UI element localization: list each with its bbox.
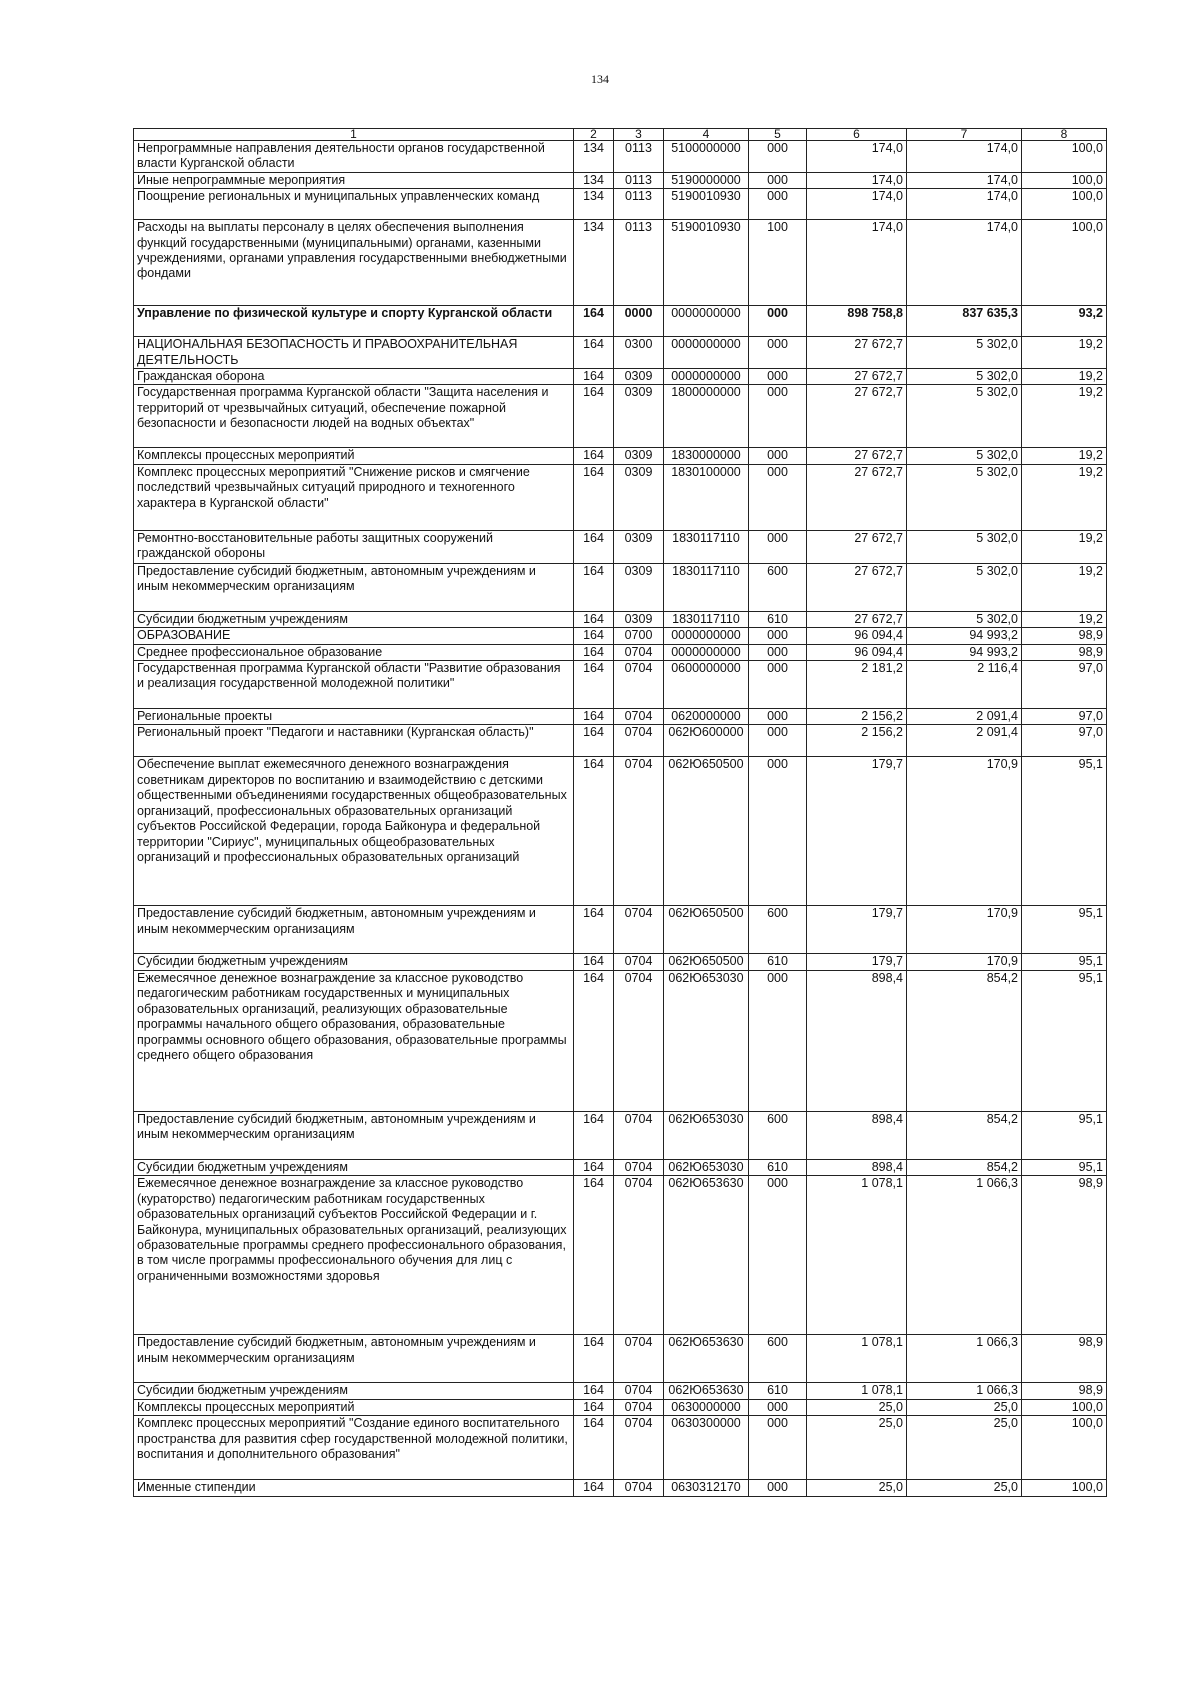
table-row xyxy=(134,1383,1107,1399)
column-header: 4 xyxy=(664,129,749,141)
table-row xyxy=(134,563,1107,611)
cell-expense-type: 000 xyxy=(749,709,807,725)
row-name: Субсидии бюджетным учреждениям xyxy=(134,1383,574,1399)
cell-section: 0704 xyxy=(614,1176,664,1335)
cell-percent: 95,1 xyxy=(1022,1159,1107,1175)
cell-executed: 854,2 xyxy=(907,1111,1022,1159)
table-row xyxy=(134,369,1107,385)
cell-target-article: 0600000000 xyxy=(664,661,749,709)
cell-expense-type: 610 xyxy=(749,1383,807,1399)
cell-expense-type: 100 xyxy=(749,220,807,306)
page-number: 134 xyxy=(591,72,609,86)
table-row xyxy=(134,1416,1107,1480)
cell-planned: 25,0 xyxy=(807,1480,907,1496)
cell-grbs: 164 xyxy=(574,954,614,970)
cell-planned: 27 672,7 xyxy=(807,530,907,563)
cell-expense-type: 000 xyxy=(749,1399,807,1415)
cell-target-article: 1830100000 xyxy=(664,464,749,530)
cell-percent: 98,9 xyxy=(1022,1176,1107,1335)
cell-percent: 98,9 xyxy=(1022,628,1107,644)
cell-planned: 898,4 xyxy=(807,970,907,1111)
cell-grbs: 164 xyxy=(574,628,614,644)
cell-target-article: 0000000000 xyxy=(664,306,749,337)
cell-expense-type: 000 xyxy=(749,172,807,188)
cell-executed: 5 302,0 xyxy=(907,611,1022,627)
cell-grbs: 164 xyxy=(574,385,614,448)
cell-planned: 179,7 xyxy=(807,906,907,954)
cell-percent: 93,2 xyxy=(1022,306,1107,337)
cell-planned: 27 672,7 xyxy=(807,369,907,385)
cell-percent: 19,2 xyxy=(1022,448,1107,464)
table-row xyxy=(134,954,1107,970)
row-name: Комплекс процессных мероприятий "Снижение рисков и смягчение последствий чрезвычайных ситуаций природного и техногенного характера в Курганской области" xyxy=(134,464,574,530)
cell-percent: 95,1 xyxy=(1022,906,1107,954)
cell-section: 0113 xyxy=(614,220,664,306)
cell-percent: 19,2 xyxy=(1022,369,1107,385)
cell-percent: 98,9 xyxy=(1022,1383,1107,1399)
cell-section: 0113 xyxy=(614,141,664,173)
row-name: Ежемесячное денежное вознаграждение за классное руководство педагогическим работникам государственных и муниципальных образовательных организаций, реализующих образовательные программы начального общего образования, образовательные программы основного общего образования, образовательные программы среднего общего образования xyxy=(134,970,574,1111)
cell-executed: 174,0 xyxy=(907,189,1022,220)
table-row xyxy=(134,628,1107,644)
cell-target-article: 0000000000 xyxy=(664,644,749,660)
cell-planned: 25,0 xyxy=(807,1399,907,1415)
table-row xyxy=(134,644,1107,660)
table-row xyxy=(134,189,1107,220)
cell-expense-type: 000 xyxy=(749,628,807,644)
cell-executed: 5 302,0 xyxy=(907,337,1022,369)
cell-grbs: 164 xyxy=(574,1335,614,1383)
cell-percent: 100,0 xyxy=(1022,1480,1107,1496)
cell-grbs: 134 xyxy=(574,172,614,188)
cell-percent: 19,2 xyxy=(1022,611,1107,627)
table-row xyxy=(134,757,1107,906)
table-row xyxy=(134,1111,1107,1159)
column-number-header-row xyxy=(134,129,1107,141)
table-row xyxy=(134,141,1107,173)
cell-percent: 19,2 xyxy=(1022,563,1107,611)
row-name: Расходы на выплаты персоналу в целях обеспечения выполнения функций государственными (муниципальными) органами, казенными учреждениями, органами управления государственными внебюджетными фондами xyxy=(134,220,574,306)
row-name: Комплекс процессных мероприятий "Создание единого воспитательного пространства для развития сфер государственной молодежной политики, воспитания и дополнительного образования" xyxy=(134,1416,574,1480)
cell-target-article: 062Ю650500 xyxy=(664,757,749,906)
cell-percent: 19,2 xyxy=(1022,337,1107,369)
cell-percent: 19,2 xyxy=(1022,464,1107,530)
cell-expense-type: 000 xyxy=(749,1480,807,1496)
table-row xyxy=(134,970,1107,1111)
table-row xyxy=(134,337,1107,369)
cell-target-article: 062Ю600000 xyxy=(664,725,749,757)
table-row xyxy=(134,1480,1107,1496)
cell-planned: 1 078,1 xyxy=(807,1383,907,1399)
cell-expense-type: 000 xyxy=(749,970,807,1111)
cell-expense-type: 000 xyxy=(749,306,807,337)
cell-target-article: 062Ю653630 xyxy=(664,1335,749,1383)
cell-target-article: 062Ю653630 xyxy=(664,1176,749,1335)
cell-planned: 174,0 xyxy=(807,220,907,306)
cell-executed: 1 066,3 xyxy=(907,1335,1022,1383)
cell-expense-type: 000 xyxy=(749,141,807,173)
cell-section: 0704 xyxy=(614,661,664,709)
cell-executed: 174,0 xyxy=(907,172,1022,188)
cell-section: 0300 xyxy=(614,337,664,369)
cell-grbs: 164 xyxy=(574,970,614,1111)
cell-grbs: 164 xyxy=(574,709,614,725)
cell-planned: 27 672,7 xyxy=(807,611,907,627)
table-row xyxy=(134,709,1107,725)
cell-executed: 170,9 xyxy=(907,954,1022,970)
cell-section: 0704 xyxy=(614,725,664,757)
cell-percent: 97,0 xyxy=(1022,709,1107,725)
cell-expense-type: 000 xyxy=(749,464,807,530)
cell-executed: 837 635,3 xyxy=(907,306,1022,337)
cell-grbs: 164 xyxy=(574,1399,614,1415)
cell-section: 0700 xyxy=(614,628,664,644)
cell-planned: 27 672,7 xyxy=(807,563,907,611)
row-name: Именные стипендии xyxy=(134,1480,574,1496)
row-name: Комплексы процессных мероприятий xyxy=(134,1399,574,1415)
cell-percent: 19,2 xyxy=(1022,530,1107,563)
cell-target-article: 5190010930 xyxy=(664,189,749,220)
column-header: 2 xyxy=(574,129,614,141)
cell-planned: 898,4 xyxy=(807,1111,907,1159)
cell-target-article: 0630300000 xyxy=(664,1416,749,1480)
table-row xyxy=(134,1159,1107,1175)
cell-target-article: 0000000000 xyxy=(664,628,749,644)
cell-target-article: 0630312170 xyxy=(664,1480,749,1496)
row-name: Предоставление субсидий бюджетным, автономным учреждениям и иным некоммерческим организациям xyxy=(134,906,574,954)
table-body xyxy=(134,141,1107,1497)
cell-percent: 100,0 xyxy=(1022,1416,1107,1480)
cell-expense-type: 000 xyxy=(749,448,807,464)
table-row xyxy=(134,661,1107,709)
cell-section: 0113 xyxy=(614,189,664,220)
cell-executed: 174,0 xyxy=(907,141,1022,173)
cell-executed: 1 066,3 xyxy=(907,1176,1022,1335)
cell-grbs: 164 xyxy=(574,306,614,337)
cell-section: 0309 xyxy=(614,369,664,385)
cell-section: 0309 xyxy=(614,448,664,464)
cell-section: 0704 xyxy=(614,1383,664,1399)
cell-grbs: 164 xyxy=(574,1383,614,1399)
cell-target-article: 0630000000 xyxy=(664,1399,749,1415)
cell-target-article: 5100000000 xyxy=(664,141,749,173)
cell-percent: 100,0 xyxy=(1022,189,1107,220)
cell-executed: 25,0 xyxy=(907,1416,1022,1480)
cell-grbs: 164 xyxy=(574,644,614,660)
cell-percent: 97,0 xyxy=(1022,725,1107,757)
cell-target-article: 062Ю650500 xyxy=(664,906,749,954)
row-name: Предоставление субсидий бюджетным, автономным учреждениям и иным некоммерческим организациям xyxy=(134,1111,574,1159)
cell-section: 0309 xyxy=(614,611,664,627)
cell-executed: 1 066,3 xyxy=(907,1383,1022,1399)
row-name: Среднее профессиональное образование xyxy=(134,644,574,660)
cell-expense-type: 600 xyxy=(749,563,807,611)
cell-target-article: 062Ю653030 xyxy=(664,1111,749,1159)
cell-planned: 25,0 xyxy=(807,1416,907,1480)
cell-target-article: 0000000000 xyxy=(664,337,749,369)
row-name: Государственная программа Курганской области "Развитие образования и реализация государственной молодежной политики" xyxy=(134,661,574,709)
column-header: 5 xyxy=(749,129,807,141)
cell-executed: 94 993,2 xyxy=(907,644,1022,660)
budget-execution-table xyxy=(133,128,1107,1497)
table-row xyxy=(134,385,1107,448)
cell-section: 0000 xyxy=(614,306,664,337)
cell-percent: 95,1 xyxy=(1022,954,1107,970)
cell-executed: 5 302,0 xyxy=(907,369,1022,385)
cell-section: 0309 xyxy=(614,464,664,530)
cell-section: 0309 xyxy=(614,385,664,448)
column-header: 3 xyxy=(614,129,664,141)
cell-expense-type: 000 xyxy=(749,757,807,906)
cell-grbs: 164 xyxy=(574,563,614,611)
cell-target-article: 062Ю653630 xyxy=(664,1383,749,1399)
cell-target-article: 1830000000 xyxy=(664,448,749,464)
row-name: Региональный проект "Педагоги и наставники (Курганская область)" xyxy=(134,725,574,757)
cell-grbs: 164 xyxy=(574,661,614,709)
row-name: Непрограммные направления деятельности органов государственной власти Курганской области xyxy=(134,141,574,173)
cell-expense-type: 610 xyxy=(749,1159,807,1175)
cell-target-article: 062Ю653030 xyxy=(664,970,749,1111)
cell-executed: 94 993,2 xyxy=(907,628,1022,644)
cell-target-article: 1830117110 xyxy=(664,563,749,611)
cell-percent: 98,9 xyxy=(1022,644,1107,660)
row-name: Предоставление субсидий бюджетным, автономным учреждениям и иным некоммерческим организациям xyxy=(134,1335,574,1383)
cell-grbs: 164 xyxy=(574,906,614,954)
cell-grbs: 164 xyxy=(574,611,614,627)
table-row xyxy=(134,1335,1107,1383)
row-name: Субсидии бюджетным учреждениям xyxy=(134,954,574,970)
row-name: Субсидии бюджетным учреждениям xyxy=(134,1159,574,1175)
cell-grbs: 164 xyxy=(574,725,614,757)
cell-expense-type: 600 xyxy=(749,906,807,954)
cell-grbs: 164 xyxy=(574,448,614,464)
cell-executed: 170,9 xyxy=(907,757,1022,906)
cell-expense-type: 610 xyxy=(749,611,807,627)
cell-grbs: 164 xyxy=(574,530,614,563)
cell-expense-type: 600 xyxy=(749,1335,807,1383)
cell-planned: 2 156,2 xyxy=(807,709,907,725)
cell-target-article: 5190000000 xyxy=(664,172,749,188)
cell-target-article: 1800000000 xyxy=(664,385,749,448)
cell-grbs: 134 xyxy=(574,141,614,173)
cell-section: 0704 xyxy=(614,1335,664,1383)
table-row xyxy=(134,906,1107,954)
cell-percent: 19,2 xyxy=(1022,385,1107,448)
cell-grbs: 164 xyxy=(574,337,614,369)
row-name: Управление по физической культуре и спорту Курганской области xyxy=(134,306,574,337)
table-row xyxy=(134,530,1107,563)
cell-section: 0704 xyxy=(614,970,664,1111)
cell-expense-type: 600 xyxy=(749,1111,807,1159)
cell-executed: 5 302,0 xyxy=(907,464,1022,530)
cell-grbs: 164 xyxy=(574,1111,614,1159)
cell-planned: 179,7 xyxy=(807,954,907,970)
cell-percent: 98,9 xyxy=(1022,1335,1107,1383)
table-row xyxy=(134,1176,1107,1335)
cell-planned: 174,0 xyxy=(807,172,907,188)
row-name: НАЦИОНАЛЬНАЯ БЕЗОПАСНОСТЬ И ПРАВООХРАНИТЕЛЬНАЯ ДЕЯТЕЛЬНОСТЬ xyxy=(134,337,574,369)
cell-section: 0704 xyxy=(614,1159,664,1175)
row-name: Обеспечение выплат ежемесячного денежного вознаграждения советникам директоров по воспитанию и взаимодействию с детскими общественными объединениями государственных общеобразовательных организаций, профессиональных образовательных организаций субъектов Российской Федерации, города Байконура и федеральной территории "Сириус", муниципальных общеобразовательных организаций и профессиональных образовательных организаций xyxy=(134,757,574,906)
cell-section: 0704 xyxy=(614,1480,664,1496)
cell-planned: 179,7 xyxy=(807,757,907,906)
cell-percent: 97,0 xyxy=(1022,661,1107,709)
cell-executed: 174,0 xyxy=(907,220,1022,306)
cell-planned: 27 672,7 xyxy=(807,464,907,530)
table-row xyxy=(134,220,1107,306)
cell-percent: 95,1 xyxy=(1022,970,1107,1111)
cell-expense-type: 000 xyxy=(749,369,807,385)
cell-executed: 2 116,4 xyxy=(907,661,1022,709)
table-row xyxy=(134,172,1107,188)
cell-percent: 95,1 xyxy=(1022,757,1107,906)
cell-grbs: 164 xyxy=(574,464,614,530)
row-name: Субсидии бюджетным учреждениям xyxy=(134,611,574,627)
cell-expense-type: 610 xyxy=(749,954,807,970)
row-name: Комплексы процессных мероприятий xyxy=(134,448,574,464)
cell-section: 0704 xyxy=(614,1111,664,1159)
cell-expense-type: 000 xyxy=(749,1416,807,1480)
cell-planned: 1 078,1 xyxy=(807,1335,907,1383)
row-name: Поощрение региональных и муниципальных управленческих команд xyxy=(134,189,574,220)
cell-planned: 174,0 xyxy=(807,189,907,220)
cell-target-article: 0620000000 xyxy=(664,709,749,725)
cell-section: 0704 xyxy=(614,644,664,660)
cell-expense-type: 000 xyxy=(749,530,807,563)
cell-grbs: 134 xyxy=(574,189,614,220)
cell-percent: 100,0 xyxy=(1022,141,1107,173)
row-name: Ежемесячное денежное вознаграждение за классное руководство (кураторство) педагогическим работникам государственных образовательных организаций субъектов Российской Федерации и г. Байконура, муниципальных образовательных организаций, реализующих образовательные программы среднего профессионального образования, в том числе программы профессионального обучения для лиц с ограниченными возможностями здоровья xyxy=(134,1176,574,1335)
cell-planned: 27 672,7 xyxy=(807,385,907,448)
cell-expense-type: 000 xyxy=(749,725,807,757)
cell-planned: 96 094,4 xyxy=(807,628,907,644)
table-row xyxy=(134,1399,1107,1415)
cell-grbs: 134 xyxy=(574,220,614,306)
cell-executed: 170,9 xyxy=(907,906,1022,954)
cell-planned: 898,4 xyxy=(807,1159,907,1175)
cell-planned: 898 758,8 xyxy=(807,306,907,337)
cell-target-article: 1830117110 xyxy=(664,530,749,563)
cell-planned: 174,0 xyxy=(807,141,907,173)
cell-expense-type: 000 xyxy=(749,644,807,660)
cell-section: 0704 xyxy=(614,757,664,906)
cell-section: 0704 xyxy=(614,1416,664,1480)
cell-executed: 854,2 xyxy=(907,1159,1022,1175)
cell-percent: 100,0 xyxy=(1022,172,1107,188)
cell-section: 0704 xyxy=(614,1399,664,1415)
cell-planned: 27 672,7 xyxy=(807,337,907,369)
cell-section: 0704 xyxy=(614,906,664,954)
cell-target-article: 0000000000 xyxy=(664,369,749,385)
cell-planned: 2 181,2 xyxy=(807,661,907,709)
cell-grbs: 164 xyxy=(574,1159,614,1175)
cell-grbs: 164 xyxy=(574,757,614,906)
cell-planned: 27 672,7 xyxy=(807,448,907,464)
row-name: Гражданская оборона xyxy=(134,369,574,385)
table-row xyxy=(134,448,1107,464)
cell-executed: 2 091,4 xyxy=(907,709,1022,725)
cell-executed: 25,0 xyxy=(907,1480,1022,1496)
cell-grbs: 164 xyxy=(574,1416,614,1480)
table-row xyxy=(134,306,1107,337)
row-name: Предоставление субсидий бюджетным, автономным учреждениям и иным некоммерческим организациям xyxy=(134,563,574,611)
cell-planned: 1 078,1 xyxy=(807,1176,907,1335)
cell-section: 0309 xyxy=(614,563,664,611)
cell-expense-type: 000 xyxy=(749,189,807,220)
cell-section: 0309 xyxy=(614,530,664,563)
cell-executed: 2 091,4 xyxy=(907,725,1022,757)
cell-grbs: 164 xyxy=(574,369,614,385)
cell-percent: 100,0 xyxy=(1022,220,1107,306)
row-name: Государственная программа Курганской области "Защита населения и территорий от чрезвычайных ситуаций, обеспечение пожарной безопасности и безопасности людей на водных объектах" xyxy=(134,385,574,448)
column-header: 1 xyxy=(134,129,574,141)
cell-planned: 96 094,4 xyxy=(807,644,907,660)
cell-expense-type: 000 xyxy=(749,337,807,369)
row-name: ОБРАЗОВАНИЕ xyxy=(134,628,574,644)
cell-target-article: 5190010930 xyxy=(664,220,749,306)
cell-target-article: 062Ю653030 xyxy=(664,1159,749,1175)
cell-expense-type: 000 xyxy=(749,385,807,448)
row-name: Иные непрограммные мероприятия xyxy=(134,172,574,188)
table-row xyxy=(134,464,1107,530)
cell-section: 0704 xyxy=(614,954,664,970)
cell-percent: 100,0 xyxy=(1022,1399,1107,1415)
cell-executed: 25,0 xyxy=(907,1399,1022,1415)
cell-grbs: 164 xyxy=(574,1176,614,1335)
cell-executed: 854,2 xyxy=(907,970,1022,1111)
cell-grbs: 164 xyxy=(574,1480,614,1496)
cell-section: 0113 xyxy=(614,172,664,188)
cell-executed: 5 302,0 xyxy=(907,530,1022,563)
cell-expense-type: 000 xyxy=(749,661,807,709)
table-row xyxy=(134,611,1107,627)
cell-target-article: 062Ю650500 xyxy=(664,954,749,970)
table-row xyxy=(134,725,1107,757)
column-header: 7 xyxy=(907,129,1022,141)
row-name: Ремонтно-восстановительные работы защитных сооружений гражданской обороны xyxy=(134,530,574,563)
cell-target-article: 1830117110 xyxy=(664,611,749,627)
cell-executed: 5 302,0 xyxy=(907,385,1022,448)
cell-percent: 95,1 xyxy=(1022,1111,1107,1159)
cell-planned: 2 156,2 xyxy=(807,725,907,757)
column-header: 6 xyxy=(807,129,907,141)
cell-executed: 5 302,0 xyxy=(907,448,1022,464)
column-header: 8 xyxy=(1022,129,1107,141)
row-name: Региональные проекты xyxy=(134,709,574,725)
cell-section: 0704 xyxy=(614,709,664,725)
cell-executed: 5 302,0 xyxy=(907,563,1022,611)
cell-expense-type: 000 xyxy=(749,1176,807,1335)
